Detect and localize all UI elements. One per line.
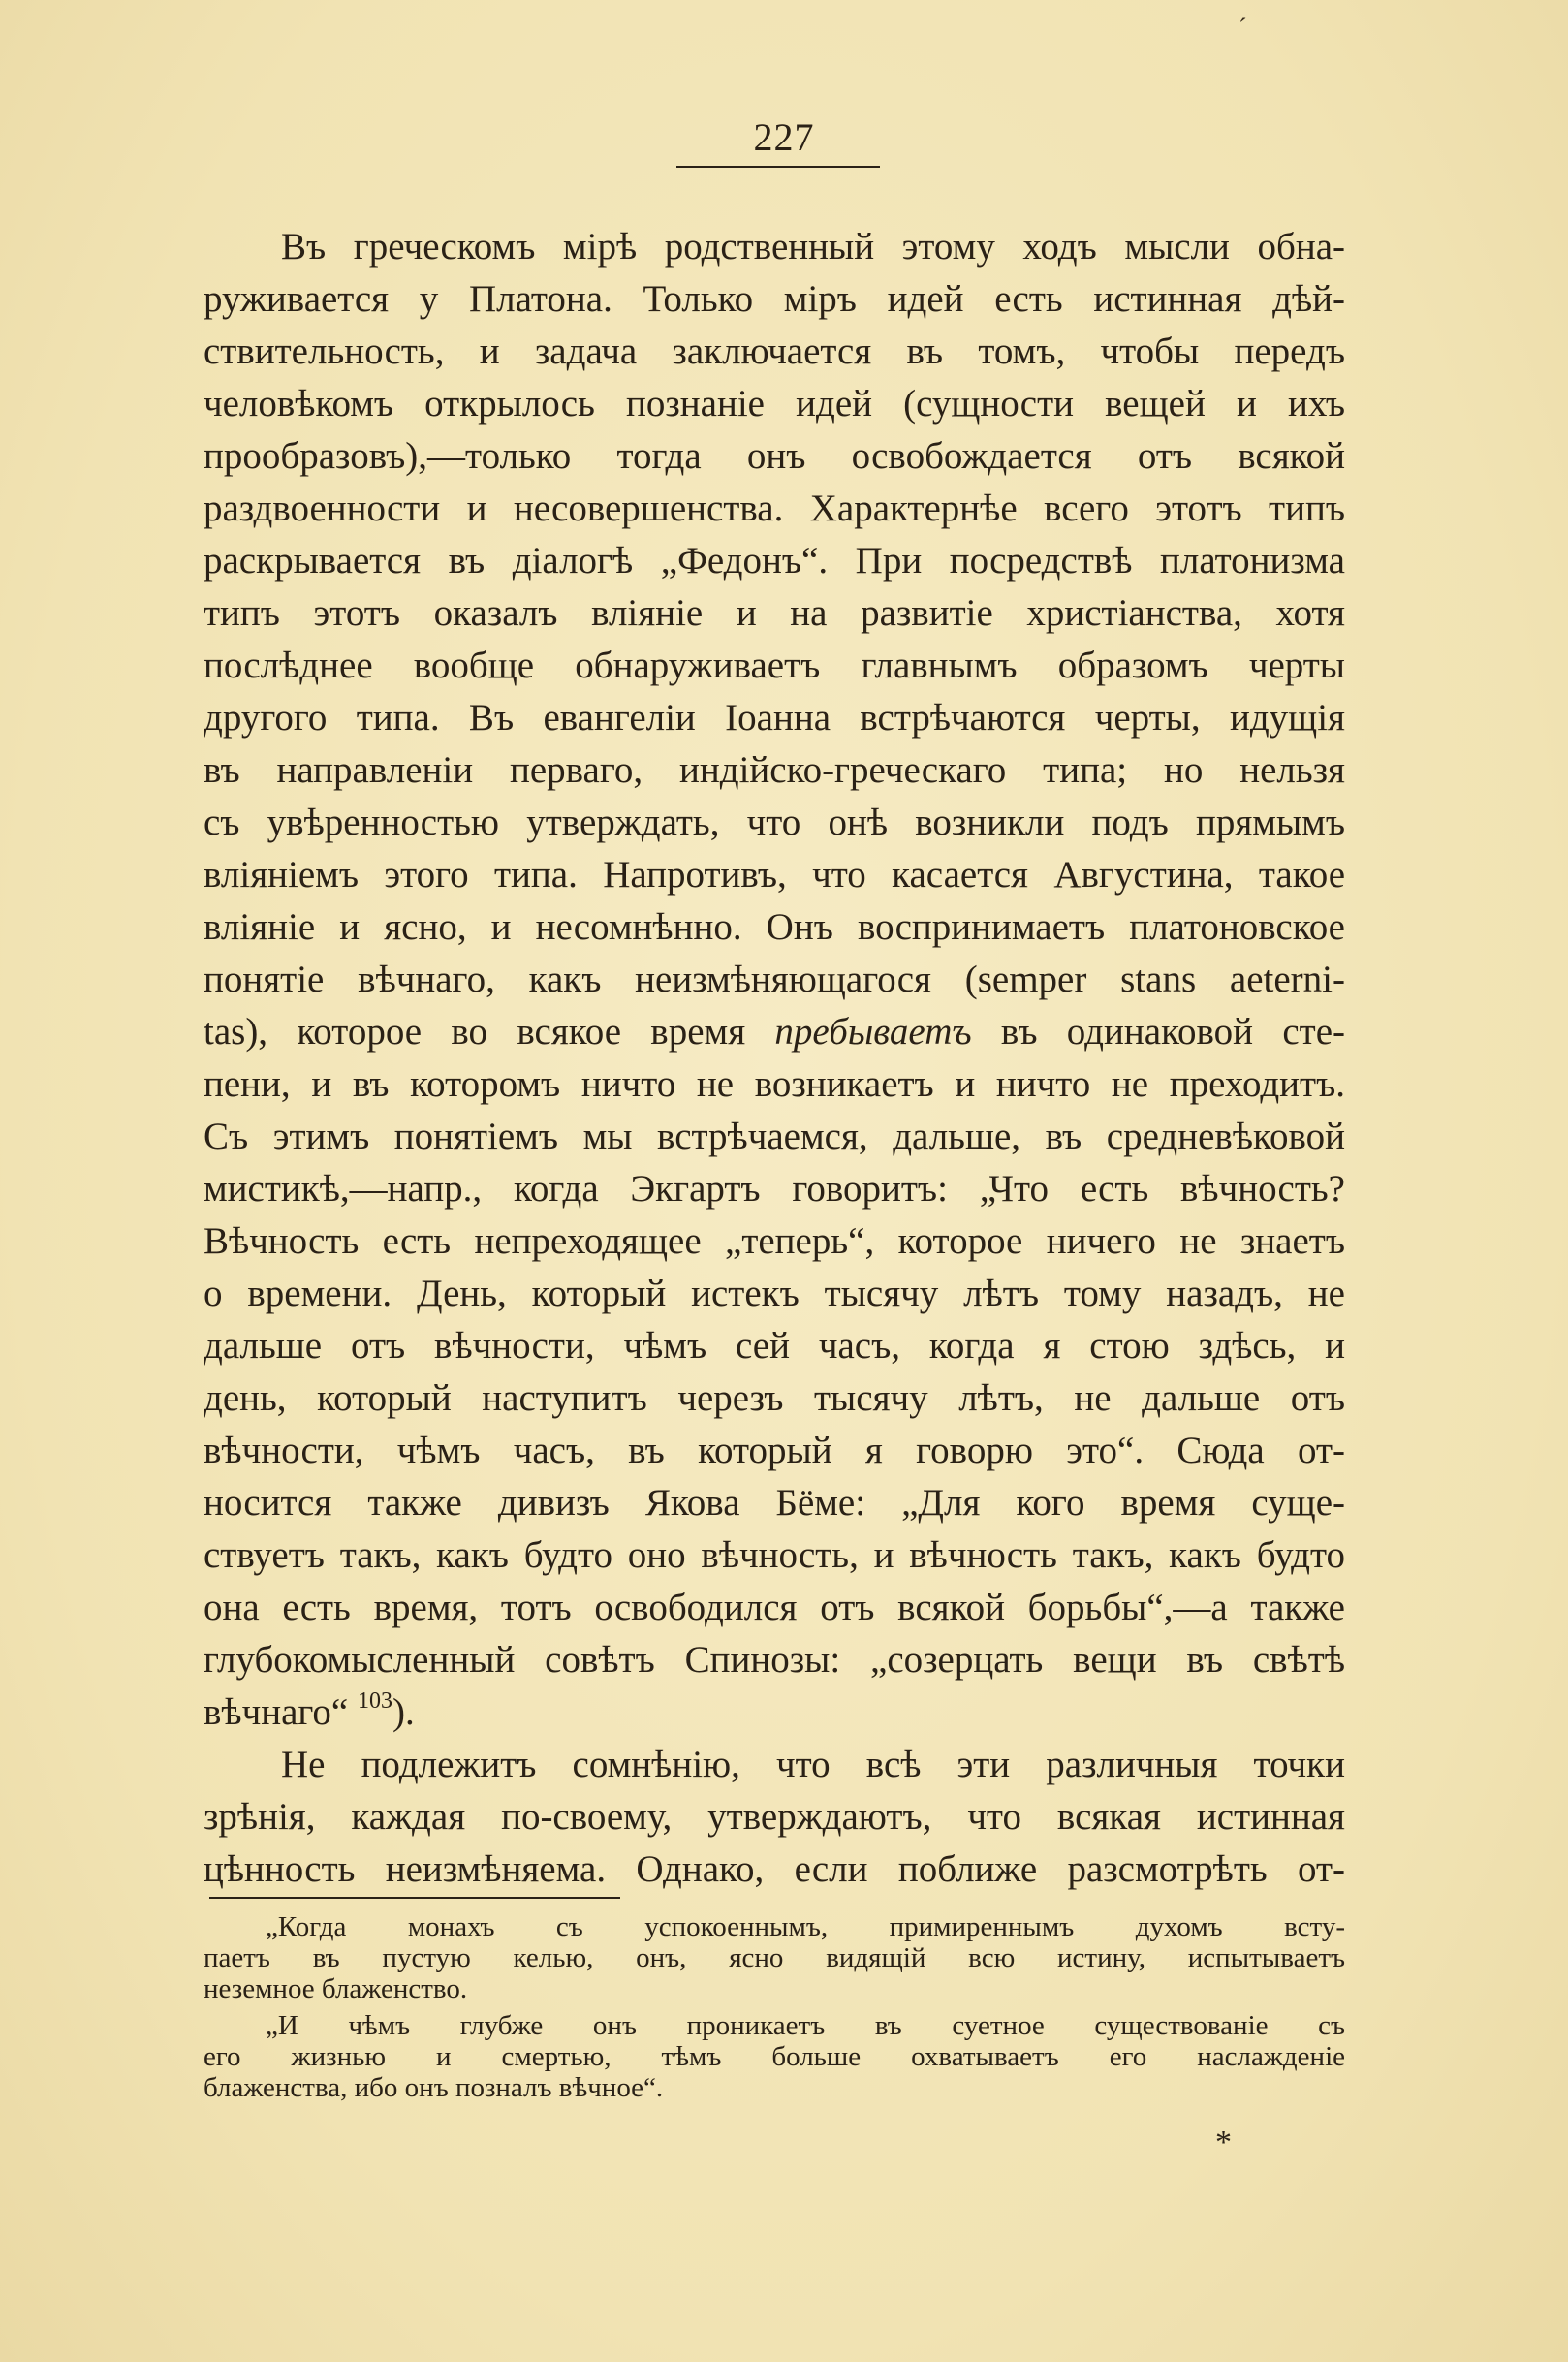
text-line: глубокомысленный совѣтъ Спинозы: „созерцать вещи въ свѣтѣ [204, 1639, 1345, 1681]
footnote-line: „Когда монахъ съ успокоеннымъ, примиреннымъ духомъ всту- [266, 1911, 1345, 1942]
text-line: руживается у Платона. Только міръ идей есть истинная дѣй- [204, 278, 1345, 320]
text-line: о времени. День, который истекъ тысячу лѣтъ тому назадъ, не [204, 1273, 1345, 1314]
text-line: пени, и въ которомъ ничто не возникаетъ и ничто не преходитъ. [204, 1063, 1345, 1105]
text-line: день, который наступитъ черезъ тысячу лѣтъ, не дальше отъ [204, 1377, 1345, 1419]
emphasized-word: пребываетъ [774, 1011, 972, 1053]
text-line: раскрывается въ діалогѣ „Федонъ“. При посредствѣ платонизма [204, 540, 1345, 582]
text-line: она есть время, тотъ освободился отъ всякой борьбы“,—а также [204, 1587, 1345, 1628]
text-line: Вѣчность есть непреходящее „теперь“, которое ничего не знаетъ [204, 1220, 1345, 1262]
footnote-reference: 103 [357, 1688, 392, 1714]
text-line: вліяніемъ этого типа. Напротивъ, что касается Августина, такое [204, 854, 1345, 896]
page-number: 227 [753, 115, 815, 159]
text-line: ствительность, и задача заключается въ томъ, чтобы передъ [204, 331, 1345, 372]
text-line: прообразовъ),—только тогда онъ освобождается отъ всякой [204, 435, 1345, 477]
text-line: цѣнность неизмѣняема. Однако, если поближе разсмотрѣть от- [204, 1848, 1345, 1890]
footnote-line: его жизнью и смертью, тѣмъ больше охватываетъ его наслажденіе [204, 2041, 1345, 2072]
text-line: раздвоенности и несовершенства. Характернѣе всего этотъ типъ [204, 488, 1345, 529]
text-fragment: вѣчнаго“ [204, 1691, 358, 1733]
text-line: типъ этотъ оказалъ вліяніе и на развитіе христіанства, хотя [204, 592, 1345, 634]
text-line: Съ этимъ понятіемъ мы встрѣчаемся, дальше, въ средневѣковой [204, 1116, 1345, 1157]
footnote-line: паетъ въ пустую келью, онъ, ясно видящій всю истину, испытываетъ [204, 1942, 1345, 1973]
text-line: человѣкомъ открылось познаніе идей (сущности вещей и ихъ [204, 383, 1345, 425]
footnote-line: неземное блаженство. [204, 1973, 468, 2004]
text-line: ствуетъ такъ, какъ будто оно вѣчность, и вѣчность такъ, какъ будто [204, 1534, 1345, 1576]
text-line [204, 1686, 1345, 1739]
text-line: мистикѣ,—напр., когда Экгартъ говоритъ: „Что есть вѣчность? [204, 1168, 1345, 1210]
text-line: послѣднее вообще обнаруживаетъ главнымъ образомъ черты [204, 645, 1345, 686]
text-line: дальше отъ вѣчности, чѣмъ сей часъ, когда я стою здѣсь, и [204, 1325, 1345, 1367]
pencil-mark-icon: ´ [1239, 14, 1247, 42]
text-fragment: tas), которое во всякое время [204, 1011, 775, 1053]
text-line: Не подлежитъ сомнѣнію, что всѣ эти различныя точки [281, 1744, 1345, 1785]
text-line: понятіе вѣчнаго, какъ неизмѣняющагося (semper stans aeterni- [204, 959, 1345, 1000]
text-line [204, 1006, 1345, 1058]
text-line: носится также дивизъ Якова Бёме: „Для кого время суще- [204, 1482, 1345, 1524]
text-line: въ направленіи перваго, индійско-греческаго типа; но нельзя [204, 749, 1345, 791]
text-fragment: ). [392, 1691, 415, 1733]
text-line: другого типа. Въ евангеліи Іоанна встрѣчаются черты, идущія [204, 697, 1345, 739]
footnote-line: блаженства, ибо онъ позналъ вѣчное“. [204, 2072, 664, 2103]
footnotes [204, 1911, 1345, 2103]
footnote-line: „И чѣмъ глубже онъ проникаетъ въ суетное существованіе съ [266, 2010, 1345, 2041]
signature-mark: * [1215, 2125, 1232, 2160]
text-line: вѣчности, чѣмъ часъ, въ который я говорю это“. Сюда от- [204, 1430, 1345, 1471]
page-number-rule [676, 166, 880, 168]
text-fragment: въ одинаковой сте- [971, 1011, 1345, 1053]
main-text [204, 221, 1345, 1896]
text-line: вліяніе и ясно, и несомнѣнно. Онъ воспринимаетъ платоновское [204, 906, 1345, 948]
text-line: зрѣнія, каждая по-своему, утверждаютъ, что всякая истинная [204, 1796, 1345, 1838]
footnote-rule [209, 1897, 620, 1899]
text-line: Въ греческомъ мірѣ родственный этому ходъ мысли обна- [281, 226, 1345, 268]
text-line: съ увѣренностью утверждать, что онѣ возникли подъ прямымъ [204, 802, 1345, 843]
